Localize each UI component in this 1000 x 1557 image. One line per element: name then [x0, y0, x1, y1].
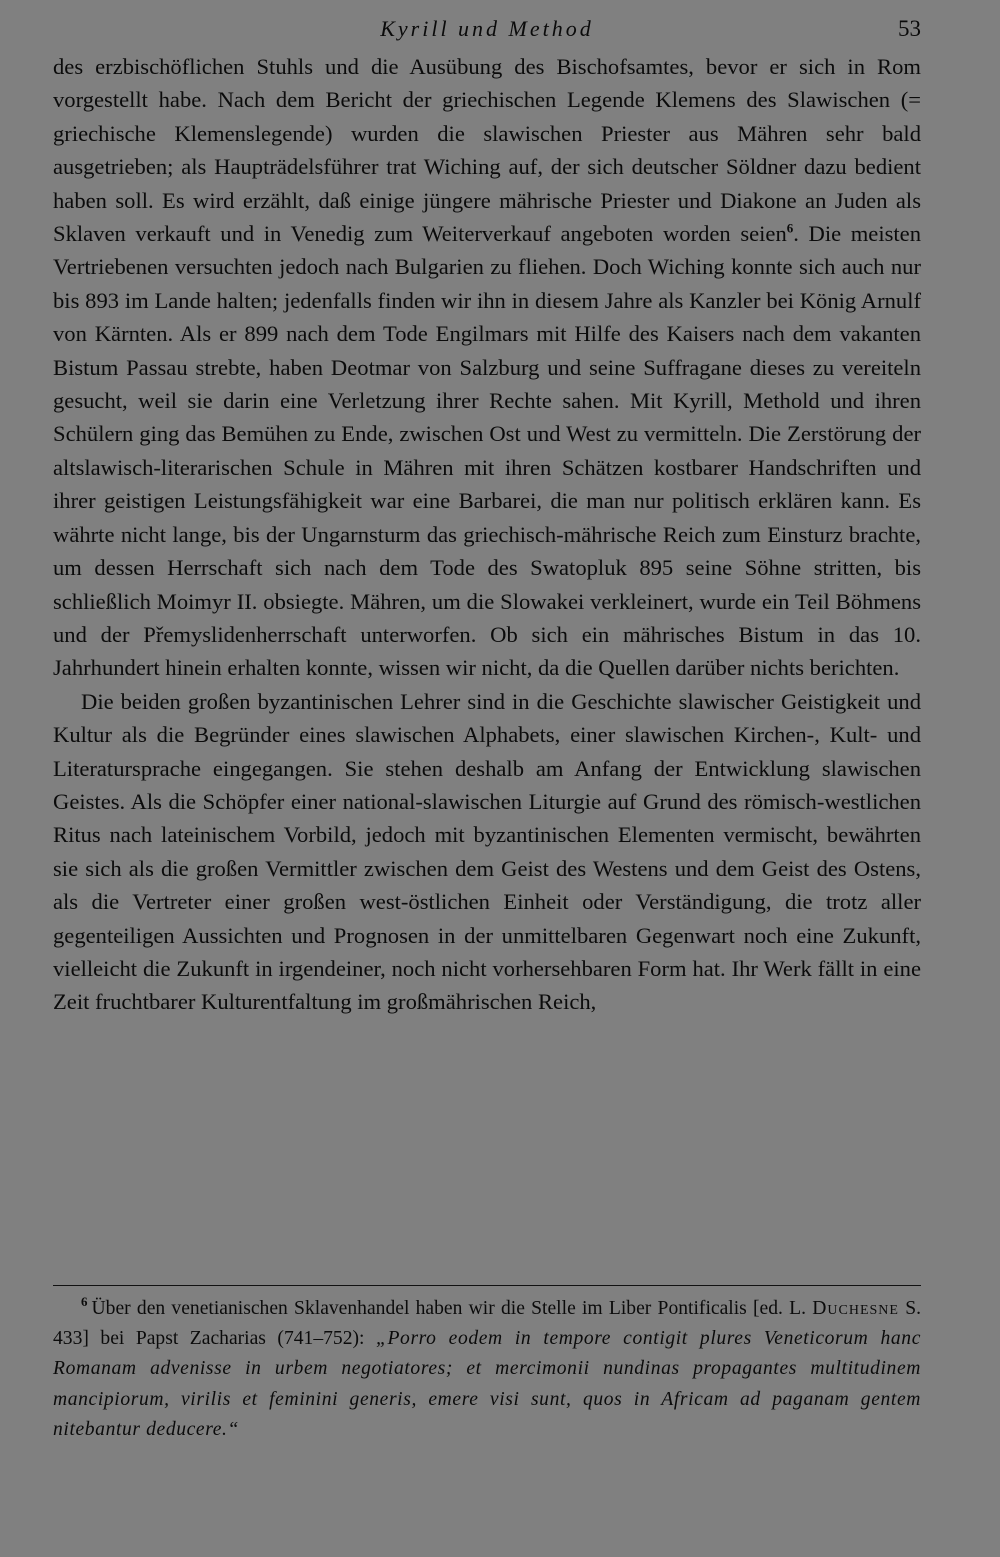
footnote-divider [53, 1285, 921, 1286]
footnote-latin-quote: „Porro eodem in tempore contigit plures Veneticorum hanc Romanam advenisse in urbem negotiatores; et mercimonii nundinas propagantes multitudinem mancipiorum, virilis et feminini generis, emere visi sunt, quos in Africam ad paganam gentem nitebantur deducere.“ [53, 1328, 921, 1440]
paragraph-1 [53, 50, 921, 685]
paragraph-1-text-a: des erzbischöflichen Stuhls und die Ausübung des Bischofsamtes, bevor er sich in Rom vorgestellt habe. Nach dem Bericht der griechischen Legende Klemens des Slawischen (= griechische Klemenslegende) wurden die slawischen Priester aus Mähren sehr bald ausgetrieben; als Haupträdelsführer trat Wiching auf, der sich deutscher Söldner dazu bedient haben soll. Es wird erzählt, daß einige jüngere mährische Priester und Diakone an Juden als Sklaven verkauft und in Venedig zum Weiterverkauf angeboten worden seien [53, 54, 921, 247]
page [53, 14, 921, 1019]
page-number: 53 [898, 16, 921, 41]
body-text [53, 50, 921, 1019]
page-header [53, 14, 921, 50]
running-title: Kyrill und Method [380, 16, 594, 41]
footnote [53, 1294, 921, 1445]
footnote-text-a: Über den venetianischen Sklavenhandel haben wir die Stelle im Liber Pontificalis [ed. L. [91, 1298, 813, 1319]
footnote-text-b: S. 433] bei Papst Zacharias (741–752): [53, 1298, 922, 1350]
footnote-reference: 6 [786, 220, 794, 236]
footnote-editor: Duchesne [812, 1298, 899, 1319]
paragraph-1-text-b: . Die meisten Vertriebenen versuchten jedoch nach Bulgarien zu fliehen. Doch Wiching konnte sich auch nur bis 893 im Lande halten; jedenfalls finden wir ihn in diesem Jahre als Kanzler bei König Arnulf von Kärnten. Als er 899 nach dem Tode Engilmars mit Hilfe des Kaisers nach dem vakanten Bistum Passau strebte, haben Deotmar von Salzburg und seine Suffragane dieses zu vereiteln gesucht, weil sie darin eine Verletzung ihrer Rechte sahen. Mit Kyrill, Methold und ihren Schülern ging das Bemühen zu Ende, zwischen Ost und West zu vermitteln. Die Zerstörung der altslawisch-literarischen Schule in Mähren mit ihren Schätzen kostbarer Handschriften und ihrer geistigen Leistungsfähigkeit war eine Barbarei, die man nur politisch erklären kann. Es währte nicht lange, bis der Ungarnsturm das griechisch-mährische Reich zum Einsturz brachte, um dessen Herrschaft sich nach dem Tode des Swatopluk 895 seine Söhne stritten, bis schließlich Moimyr II. obsiegte. Mähren, um die Slowakei verkleinert, wurde ein Teil Böhmens und der Přemyslidenherrschaft unterworfen. Ob sich ein mährisches Bistum in das 10. Jahrhundert hinein erhalten konnte, wissen wir nicht, da die Quellen darüber nichts berichten. [53, 221, 922, 681]
paragraph-2: Die beiden großen byzantinischen Lehrer sind in die Geschichte slawischer Geistigkeit und Kultur als die Begründer eines slawischen Alphabets, einer slawischen Kirchen-, Kult- und Literatursprache eingegangen. Sie stehen deshalb am Anfang der Entwicklung slawischen Geistes. Als die Schöpfer einer national-slawischen Liturgie auf Grund des römisch-westlichen Ritus nach lateinischem Vorbild, jedoch mit byzantinischen Elementen vermischt, bewährten sie sich als die großen Vermittler zwischen dem Geist des Westens und dem Geist des Ostens, als die Vertreter einer großen west-östlichen Einheit oder Verständigung, die trotz aller gegenteiligen Aussichten und Prognosen in der unmittelbaren Gegenwart noch eine Zukunft, vielleicht die Zukunft in irgendeiner, noch nicht vorhersehbaren Form hat. Ihr Werk fällt in eine Zeit fruchtbarer Kulturentfaltung im großmährischen Reich, [53, 688, 921, 1015]
footnote-number: 6 [81, 1294, 88, 1310]
